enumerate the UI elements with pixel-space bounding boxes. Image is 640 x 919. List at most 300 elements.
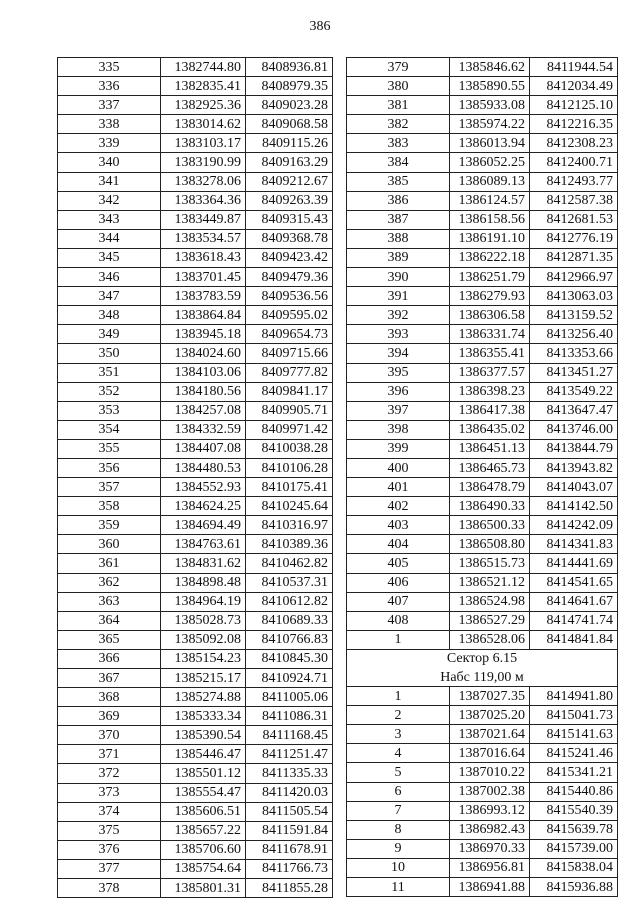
x-coordinate-cell: 1383701.45 — [161, 268, 246, 287]
table-row — [347, 535, 618, 554]
y-coordinate-cell: 8415540.39 — [530, 801, 618, 820]
point-number-cell: 395 — [347, 363, 450, 382]
y-coordinate-cell: 8410612.82 — [246, 592, 333, 611]
y-coordinate-cell: 8411766.73 — [246, 859, 333, 878]
table-row — [347, 725, 618, 744]
point-number-cell: 355 — [58, 439, 161, 458]
y-coordinate-cell: 8410389.36 — [246, 535, 333, 554]
x-coordinate-cell: 1387021.64 — [450, 725, 530, 744]
table-row — [58, 58, 333, 77]
point-number-cell: 335 — [58, 58, 161, 77]
point-number-cell: 405 — [347, 554, 450, 573]
table-row — [347, 497, 618, 516]
y-coordinate-cell: 8414142.50 — [530, 497, 618, 516]
x-coordinate-cell: 1386982.43 — [450, 820, 530, 839]
y-coordinate-cell: 8411944.54 — [530, 58, 618, 77]
y-coordinate-cell: 8409841.17 — [246, 382, 333, 401]
table-row — [347, 706, 618, 725]
y-coordinate-cell: 8415639.78 — [530, 820, 618, 839]
x-coordinate-cell: 1386490.33 — [450, 497, 530, 516]
x-coordinate-cell: 1385554.47 — [161, 783, 246, 802]
y-coordinate-cell: 8411168.45 — [246, 726, 333, 745]
point-number-cell: 4 — [347, 744, 450, 763]
point-number-cell: 10 — [347, 858, 450, 877]
table-row — [58, 363, 333, 382]
y-coordinate-cell: 8415838.04 — [530, 858, 618, 877]
section-title: Сектор 6.15 — [347, 649, 618, 668]
y-coordinate-cell: 8415936.88 — [530, 878, 618, 897]
point-number-cell: 342 — [58, 191, 161, 210]
table-row — [58, 401, 333, 420]
point-number-cell: 392 — [347, 306, 450, 325]
point-number-cell: 354 — [58, 420, 161, 439]
y-coordinate-cell: 8410038.28 — [246, 439, 333, 458]
y-coordinate-cell: 8414441.69 — [530, 554, 618, 573]
x-coordinate-cell: 1386956.81 — [450, 858, 530, 877]
point-number-cell: 337 — [58, 96, 161, 115]
point-number-cell: 404 — [347, 535, 450, 554]
x-coordinate-cell: 1386306.58 — [450, 306, 530, 325]
table-row — [58, 611, 333, 630]
point-number-cell: 375 — [58, 821, 161, 840]
point-number-cell: 402 — [347, 497, 450, 516]
point-number-cell: 8 — [347, 820, 450, 839]
x-coordinate-cell: 1385754.64 — [161, 859, 246, 878]
x-coordinate-cell: 1386465.73 — [450, 458, 530, 477]
point-number-cell: 393 — [347, 325, 450, 344]
y-coordinate-cell: 8408979.35 — [246, 77, 333, 96]
point-number-cell: 353 — [58, 401, 161, 420]
point-number-cell: 348 — [58, 306, 161, 325]
point-number-cell: 401 — [347, 478, 450, 497]
x-coordinate-cell: 1385933.08 — [450, 96, 530, 115]
table-row — [347, 77, 618, 96]
point-number-cell: 379 — [347, 58, 450, 77]
table-row — [347, 134, 618, 153]
point-number-cell: 347 — [58, 287, 161, 306]
x-coordinate-cell: 1383864.84 — [161, 306, 246, 325]
table-row — [347, 229, 618, 248]
x-coordinate-cell: 1386508.80 — [450, 535, 530, 554]
table-row — [58, 630, 333, 649]
y-coordinate-cell: 8415341.21 — [530, 763, 618, 782]
point-number-cell: 336 — [58, 77, 161, 96]
point-number-cell: 398 — [347, 420, 450, 439]
point-number-cell: 371 — [58, 745, 161, 764]
point-number-cell: 9 — [347, 839, 450, 858]
x-coordinate-cell: 1386528.06 — [450, 630, 530, 649]
table-row — [58, 821, 333, 840]
point-number-cell: 408 — [347, 611, 450, 630]
page-number: 386 — [309, 19, 331, 34]
table-row — [58, 573, 333, 592]
y-coordinate-cell: 8411251.47 — [246, 745, 333, 764]
section-subcaption-row — [347, 668, 618, 687]
table-row — [347, 287, 618, 306]
table-row — [58, 726, 333, 745]
point-number-cell: 364 — [58, 611, 161, 630]
table-row — [347, 573, 618, 592]
x-coordinate-cell: 1386251.79 — [450, 268, 530, 287]
table-row — [58, 497, 333, 516]
coordinates-table-right — [346, 57, 618, 897]
y-coordinate-cell: 8415739.00 — [530, 839, 618, 858]
y-coordinate-cell: 8415440.86 — [530, 782, 618, 801]
point-number-cell: 341 — [58, 172, 161, 191]
y-coordinate-cell: 8414841.84 — [530, 630, 618, 649]
x-coordinate-cell: 1383364.36 — [161, 191, 246, 210]
y-coordinate-cell: 8409315.43 — [246, 210, 333, 229]
point-number-cell: 403 — [347, 516, 450, 535]
x-coordinate-cell: 1383449.87 — [161, 210, 246, 229]
point-number-cell: 350 — [58, 344, 161, 363]
point-number-cell: 389 — [347, 248, 450, 267]
y-coordinate-cell: 8414242.09 — [530, 516, 618, 535]
x-coordinate-cell: 1385154.23 — [161, 649, 246, 668]
x-coordinate-cell: 1385333.34 — [161, 707, 246, 726]
x-coordinate-cell: 1384552.93 — [161, 478, 246, 497]
table-row — [58, 745, 333, 764]
point-number-cell: 352 — [58, 382, 161, 401]
table-row — [347, 839, 618, 858]
x-coordinate-cell: 1385028.73 — [161, 611, 246, 630]
table-row — [58, 306, 333, 325]
x-coordinate-cell: 1384024.60 — [161, 344, 246, 363]
point-number-cell: 359 — [58, 516, 161, 535]
y-coordinate-cell: 8412216.35 — [530, 115, 618, 134]
x-coordinate-cell: 1384103.06 — [161, 363, 246, 382]
point-number-cell: 406 — [347, 573, 450, 592]
y-coordinate-cell: 8414941.80 — [530, 687, 618, 706]
x-coordinate-cell: 1386521.12 — [450, 573, 530, 592]
table-row — [58, 535, 333, 554]
point-number-cell: 382 — [347, 115, 450, 134]
y-coordinate-cell: 8410845.30 — [246, 649, 333, 668]
y-coordinate-cell: 8414341.83 — [530, 535, 618, 554]
point-number-cell: 391 — [347, 287, 450, 306]
table-row — [58, 802, 333, 821]
table-row — [347, 191, 618, 210]
y-coordinate-cell: 8411505.54 — [246, 802, 333, 821]
y-coordinate-cell: 8410766.83 — [246, 630, 333, 649]
x-coordinate-cell: 1386478.79 — [450, 478, 530, 497]
x-coordinate-cell: 1386191.10 — [450, 229, 530, 248]
y-coordinate-cell: 8409905.71 — [246, 401, 333, 420]
y-coordinate-cell: 8409212.67 — [246, 172, 333, 191]
x-coordinate-cell: 1383618.43 — [161, 248, 246, 267]
y-coordinate-cell: 8413943.82 — [530, 458, 618, 477]
point-number-cell: 344 — [58, 229, 161, 248]
x-coordinate-cell: 1386515.73 — [450, 554, 530, 573]
table-row — [347, 763, 618, 782]
table-row — [58, 592, 333, 611]
y-coordinate-cell: 8409163.29 — [246, 153, 333, 172]
table-row — [58, 325, 333, 344]
x-coordinate-cell: 1385890.55 — [450, 77, 530, 96]
y-coordinate-cell: 8411005.06 — [246, 688, 333, 707]
x-coordinate-cell: 1387016.64 — [450, 744, 530, 763]
y-coordinate-cell: 8410537.31 — [246, 573, 333, 592]
point-number-cell: 383 — [347, 134, 450, 153]
point-number-cell: 388 — [347, 229, 450, 248]
x-coordinate-cell: 1385092.08 — [161, 630, 246, 649]
point-number-cell: 349 — [58, 325, 161, 344]
y-coordinate-cell: 8414641.67 — [530, 592, 618, 611]
x-coordinate-cell: 1386052.25 — [450, 153, 530, 172]
x-coordinate-cell: 1385974.22 — [450, 115, 530, 134]
y-coordinate-cell: 8412681.53 — [530, 210, 618, 229]
y-coordinate-cell: 8413353.66 — [530, 344, 618, 363]
x-coordinate-cell: 1384480.53 — [161, 458, 246, 477]
coordinates-table-left — [57, 57, 333, 898]
y-coordinate-cell: 8410106.28 — [246, 458, 333, 477]
point-number-cell: 346 — [58, 268, 161, 287]
x-coordinate-cell: 1386451.13 — [450, 439, 530, 458]
table-row — [347, 172, 618, 191]
x-coordinate-cell: 1387002.38 — [450, 782, 530, 801]
point-number-cell: 362 — [58, 573, 161, 592]
table-row — [58, 77, 333, 96]
point-number-cell: 394 — [347, 344, 450, 363]
y-coordinate-cell: 8413063.03 — [530, 287, 618, 306]
point-number-cell: 343 — [58, 210, 161, 229]
y-coordinate-cell: 8409263.39 — [246, 191, 333, 210]
x-coordinate-cell: 1387027.35 — [450, 687, 530, 706]
section-caption-row — [347, 649, 618, 668]
point-number-cell: 7 — [347, 801, 450, 820]
point-number-cell: 376 — [58, 840, 161, 859]
y-coordinate-cell: 8413647.47 — [530, 401, 618, 420]
point-number-cell: 372 — [58, 764, 161, 783]
y-coordinate-cell: 8414043.07 — [530, 478, 618, 497]
y-coordinate-cell: 8409479.36 — [246, 268, 333, 287]
table-row — [347, 554, 618, 573]
table-row — [347, 325, 618, 344]
x-coordinate-cell: 1383103.17 — [161, 134, 246, 153]
x-coordinate-cell: 1383534.57 — [161, 229, 246, 248]
table-row — [347, 420, 618, 439]
x-coordinate-cell: 1386124.57 — [450, 191, 530, 210]
x-coordinate-cell: 1386355.41 — [450, 344, 530, 363]
point-number-cell: 361 — [58, 554, 161, 573]
table-row — [58, 783, 333, 802]
table-row — [58, 688, 333, 707]
y-coordinate-cell: 8413451.27 — [530, 363, 618, 382]
x-coordinate-cell: 1386158.56 — [450, 210, 530, 229]
point-number-cell: 360 — [58, 535, 161, 554]
y-coordinate-cell: 8413746.00 — [530, 420, 618, 439]
table-row — [58, 439, 333, 458]
table-row — [347, 382, 618, 401]
x-coordinate-cell: 1386089.13 — [450, 172, 530, 191]
y-coordinate-cell: 8410462.82 — [246, 554, 333, 573]
y-coordinate-cell: 8412776.19 — [530, 229, 618, 248]
table-row — [58, 382, 333, 401]
x-coordinate-cell: 1384624.25 — [161, 497, 246, 516]
section-subtitle: Набс 119,00 м — [347, 668, 618, 687]
y-coordinate-cell: 8415041.73 — [530, 706, 618, 725]
table-row — [347, 401, 618, 420]
point-number-cell: 2 — [347, 706, 450, 725]
y-coordinate-cell: 8410316.97 — [246, 516, 333, 535]
table-row — [347, 858, 618, 877]
table-row — [58, 344, 333, 363]
y-coordinate-cell: 8409115.26 — [246, 134, 333, 153]
y-coordinate-cell: 8412493.77 — [530, 172, 618, 191]
point-number-cell: 5 — [347, 763, 450, 782]
y-coordinate-cell: 8409023.28 — [246, 96, 333, 115]
x-coordinate-cell: 1386279.93 — [450, 287, 530, 306]
x-coordinate-cell: 1385501.12 — [161, 764, 246, 783]
x-coordinate-cell: 1387025.20 — [450, 706, 530, 725]
y-coordinate-cell: 8412966.97 — [530, 268, 618, 287]
x-coordinate-cell: 1383278.06 — [161, 172, 246, 191]
point-number-cell: 374 — [58, 802, 161, 821]
point-number-cell: 400 — [347, 458, 450, 477]
x-coordinate-cell: 1386222.18 — [450, 248, 530, 267]
table-row — [58, 96, 333, 115]
point-number-cell: 356 — [58, 458, 161, 477]
table-row — [347, 210, 618, 229]
x-coordinate-cell: 1385846.62 — [450, 58, 530, 77]
x-coordinate-cell: 1384257.08 — [161, 401, 246, 420]
x-coordinate-cell: 1385706.60 — [161, 840, 246, 859]
x-coordinate-cell: 1386941.88 — [450, 878, 530, 897]
point-number-cell: 6 — [347, 782, 450, 801]
point-number-cell: 370 — [58, 726, 161, 745]
table-row — [58, 153, 333, 172]
table-row — [58, 191, 333, 210]
x-coordinate-cell: 1385606.51 — [161, 802, 246, 821]
y-coordinate-cell: 8408936.81 — [246, 58, 333, 77]
y-coordinate-cell: 8409971.42 — [246, 420, 333, 439]
point-number-cell: 399 — [347, 439, 450, 458]
table-row — [58, 669, 333, 688]
x-coordinate-cell: 1386377.57 — [450, 363, 530, 382]
point-number-cell: 369 — [58, 707, 161, 726]
x-coordinate-cell: 1386970.33 — [450, 839, 530, 858]
y-coordinate-cell: 8409595.02 — [246, 306, 333, 325]
point-number-cell: 386 — [347, 191, 450, 210]
table-row — [58, 115, 333, 134]
y-coordinate-cell: 8409368.78 — [246, 229, 333, 248]
table-row — [58, 516, 333, 535]
x-coordinate-cell: 1384694.49 — [161, 516, 246, 535]
y-coordinate-cell: 8411678.91 — [246, 840, 333, 859]
table-row — [58, 859, 333, 878]
table-row — [58, 458, 333, 477]
x-coordinate-cell: 1384180.56 — [161, 382, 246, 401]
y-coordinate-cell: 8411855.28 — [246, 879, 333, 898]
table-row — [58, 287, 333, 306]
y-coordinate-cell: 8412587.38 — [530, 191, 618, 210]
y-coordinate-cell: 8409654.73 — [246, 325, 333, 344]
point-number-cell: 368 — [58, 688, 161, 707]
table-row — [347, 744, 618, 763]
table-row — [347, 782, 618, 801]
table-row — [58, 229, 333, 248]
table-row — [58, 172, 333, 191]
point-number-cell: 377 — [58, 859, 161, 878]
y-coordinate-cell: 8411335.33 — [246, 764, 333, 783]
table-row — [58, 840, 333, 859]
x-coordinate-cell: 1382744.80 — [161, 58, 246, 77]
point-number-cell: 366 — [58, 649, 161, 668]
x-coordinate-cell: 1383945.18 — [161, 325, 246, 344]
table-row — [347, 96, 618, 115]
x-coordinate-cell: 1382835.41 — [161, 77, 246, 96]
x-coordinate-cell: 1385390.54 — [161, 726, 246, 745]
table-row — [58, 764, 333, 783]
point-number-cell: 373 — [58, 783, 161, 802]
y-coordinate-cell: 8413159.52 — [530, 306, 618, 325]
table-row — [347, 801, 618, 820]
y-coordinate-cell: 8409777.82 — [246, 363, 333, 382]
table-row — [58, 554, 333, 573]
point-number-cell: 367 — [58, 669, 161, 688]
y-coordinate-cell: 8412125.10 — [530, 96, 618, 115]
table-row — [347, 363, 618, 382]
y-coordinate-cell: 8413844.79 — [530, 439, 618, 458]
x-coordinate-cell: 1385657.22 — [161, 821, 246, 840]
table-row — [58, 649, 333, 668]
point-number-cell: 407 — [347, 592, 450, 611]
point-number-cell: 357 — [58, 478, 161, 497]
x-coordinate-cell: 1383783.59 — [161, 287, 246, 306]
table-row — [347, 268, 618, 287]
x-coordinate-cell: 1385274.88 — [161, 688, 246, 707]
table-row — [347, 439, 618, 458]
x-coordinate-cell: 1386527.29 — [450, 611, 530, 630]
table-row — [58, 134, 333, 153]
y-coordinate-cell: 8412400.71 — [530, 153, 618, 172]
y-coordinate-cell: 8410175.41 — [246, 478, 333, 497]
y-coordinate-cell: 8413549.22 — [530, 382, 618, 401]
point-number-cell: 363 — [58, 592, 161, 611]
x-coordinate-cell: 1386331.74 — [450, 325, 530, 344]
x-coordinate-cell: 1385215.17 — [161, 669, 246, 688]
y-coordinate-cell: 8409715.66 — [246, 344, 333, 363]
table-row — [58, 248, 333, 267]
y-coordinate-cell: 8410689.33 — [246, 611, 333, 630]
point-number-cell: 11 — [347, 878, 450, 897]
point-number-cell: 396 — [347, 382, 450, 401]
table-row — [347, 306, 618, 325]
point-number-cell: 397 — [347, 401, 450, 420]
x-coordinate-cell: 1385446.47 — [161, 745, 246, 764]
table-row — [347, 611, 618, 630]
table-row — [347, 478, 618, 497]
x-coordinate-cell: 1386417.38 — [450, 401, 530, 420]
table-row — [347, 153, 618, 172]
x-coordinate-cell: 1384407.08 — [161, 439, 246, 458]
table-row — [58, 707, 333, 726]
x-coordinate-cell: 1386398.23 — [450, 382, 530, 401]
point-number-cell: 384 — [347, 153, 450, 172]
y-coordinate-cell: 8411086.31 — [246, 707, 333, 726]
table-row — [347, 248, 618, 267]
x-coordinate-cell: 1387010.22 — [450, 763, 530, 782]
table-row — [347, 592, 618, 611]
point-number-cell: 358 — [58, 497, 161, 516]
x-coordinate-cell: 1384332.59 — [161, 420, 246, 439]
point-number-cell: 385 — [347, 172, 450, 191]
x-coordinate-cell: 1384763.61 — [161, 535, 246, 554]
point-number-cell: 387 — [347, 210, 450, 229]
point-number-cell: 378 — [58, 879, 161, 898]
point-number-cell: 340 — [58, 153, 161, 172]
x-coordinate-cell: 1386435.02 — [450, 420, 530, 439]
